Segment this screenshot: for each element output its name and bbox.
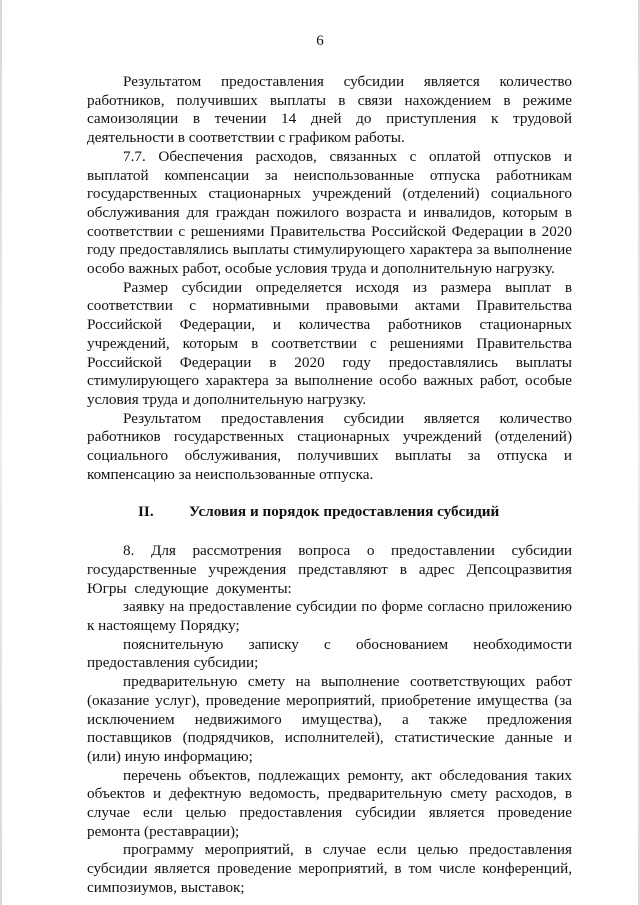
paragraph-8: 8. Для рассмотрения вопроса о предоставлении субсидии государственные учреждения представляют в адрес Депсоцразвития Югры следующие документы: [87,542,572,597]
section-number: II. [138,503,154,521]
paragraph-result-vacation: Результатом предоставления субсидии является количество работников государственных стационарных учреждений (отделений) социального обслуживания, получивших выплаты за отпуска и компенсацию за неиспользованные отпуска. [87,409,572,483]
page-number: 6 [316,33,324,49]
list-item-preliminary-estimate: предварительную смету на выполнение соответствующих работ (оказание услуг), проведение мероприятий, приобретение имущества (за исключением недвижимого имущества), а также предложения поставщиков (подрядчиков, исполнителей), статистические данные и (или) иную информацию; [87,673,572,765]
paragraph-subsidy-size: Размер субсидии определяется исходя из размера выплат в соответствии с нормативными правовыми актами Правительства Российской Федерации, и количества работников стационарных учреждений, которым в соответствии с решениями Правительства Российской Федерации в 2020 году предоставлялись выплаты стимулирующего характера за выполнение особо важных работ, особые условия труда и дополнительную нагрузку. [87,278,572,408]
paragraph-7-7: 7.7. Обеспечения расходов, связанных с оплатой отпусков и выплатой компенсации за неиспользованные отпуска работникам государственных стационарных учреждений (отделений) социального обслуживания для граждан пожилого возраста и инвалидов, которым в соответствии с решениями Правительства Российской Федерации в 2020 году предоставлялись выплаты стимулирующего характера за выполнение особо важных работ, особые условия труда и дополнительную нагрузку. [87,147,572,278]
section-title: Условия и порядок предоставления субсидий [189,503,500,521]
list-item-repair-objects: перечень объектов, подлежащих ремонту, акт обследования таких объектов и дефектную ведомость, предварительную смету расходов, в случае если целью предоставления субсидии является проведение ремонта (реставрации); [87,766,572,840]
list-item-event-program: программу мероприятий, в случае если целью предоставления субсидии является проведение мероприятий, в том числе конференций, симпозиумов, выставок; [87,841,572,896]
paragraph-result-self-isolation: Результатом предоставления субсидии является количество работников, получивших выплаты в связи нахождением в режиме самоизоляции в течении 14 дней до приступления к трудовой деятельности в соответствии с графиком работы. [87,73,572,147]
scan-edge-left [0,0,2,905]
section-heading [87,503,572,522]
list-item-explanatory-note: пояснительную записку с обоснованием необходимости предоставления субсидии; [87,635,572,672]
document-body [87,73,572,898]
list-item-application: заявку на предоставление субсидии по форме согласно приложению к настоящему Порядку; [87,598,572,634]
